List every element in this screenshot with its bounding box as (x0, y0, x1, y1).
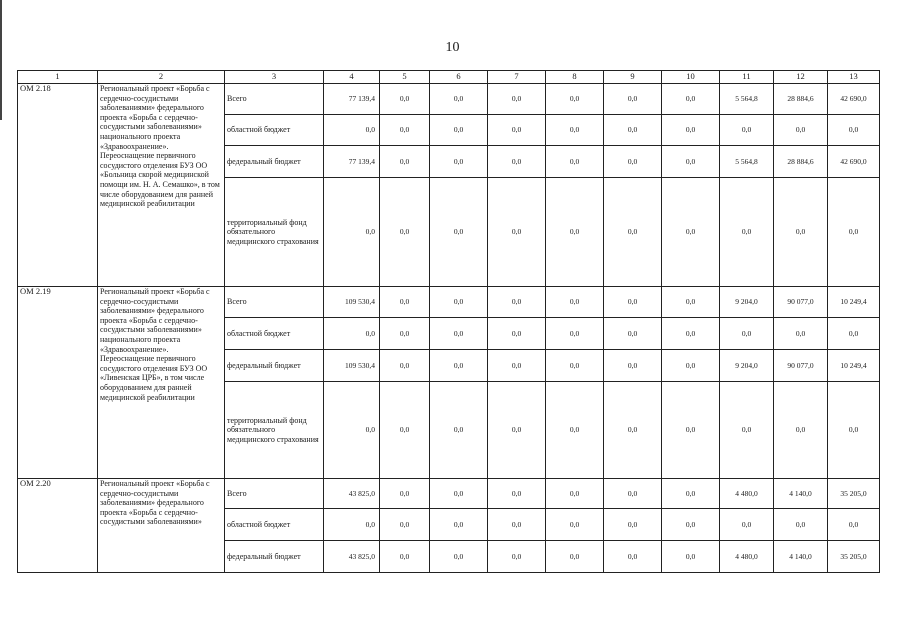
funding-source: областной бюджет (225, 318, 324, 350)
amount-cell: 0,0 (324, 318, 380, 350)
amount-cell: 0,0 (488, 509, 546, 541)
funding-source: областной бюджет (225, 115, 324, 146)
amount-cell: 0,0 (546, 382, 604, 479)
amount-cell: 0,0 (488, 479, 546, 509)
column-header: 4 (324, 71, 380, 84)
amount-cell: 0,0 (324, 115, 380, 146)
amount-cell: 0,0 (774, 178, 828, 287)
amount-cell: 0,0 (604, 382, 662, 479)
amount-cell: 0,0 (488, 287, 546, 318)
funding-source: Всего (225, 287, 324, 318)
column-header: 8 (546, 71, 604, 84)
funding-source: Всего (225, 479, 324, 509)
amount-cell: 0,0 (662, 146, 720, 178)
amount-cell: 42 690,0 (828, 84, 880, 115)
amount-cell: 90 077,0 (774, 287, 828, 318)
amount-cell: 0,0 (430, 479, 488, 509)
amount-cell: 0,0 (488, 178, 546, 287)
amount-cell: 0,0 (828, 509, 880, 541)
amount-cell: 0,0 (662, 178, 720, 287)
amount-cell: 0,0 (720, 178, 774, 287)
amount-cell: 0,0 (488, 146, 546, 178)
page-number: 10 (445, 40, 460, 55)
amount-cell: 4 140,0 (774, 541, 828, 573)
measure-code: ОМ 2.20 (18, 479, 98, 573)
amount-cell: 0,0 (324, 382, 380, 479)
amount-cell: 0,0 (662, 287, 720, 318)
amount-cell: 0,0 (380, 287, 430, 318)
amount-cell: 0,0 (380, 541, 430, 573)
amount-cell: 0,0 (430, 382, 488, 479)
amount-cell: 0,0 (380, 146, 430, 178)
measure-code: ОМ 2.19 (18, 287, 98, 479)
amount-cell: 109 530,4 (324, 350, 380, 382)
amount-cell: 0,0 (430, 178, 488, 287)
amount-cell: 0,0 (662, 541, 720, 573)
amount-cell: 0,0 (604, 178, 662, 287)
amount-cell: 9 204,0 (720, 350, 774, 382)
amount-cell: 0,0 (774, 509, 828, 541)
amount-cell: 0,0 (430, 318, 488, 350)
amount-cell: 0,0 (774, 115, 828, 146)
amount-cell: 0,0 (546, 509, 604, 541)
table-row (18, 479, 880, 509)
amount-cell: 5 564,8 (720, 84, 774, 115)
amount-cell: 5 564,8 (720, 146, 774, 178)
amount-cell: 0,0 (662, 115, 720, 146)
amount-cell: 90 077,0 (774, 350, 828, 382)
amount-cell: 0,0 (546, 115, 604, 146)
amount-cell: 0,0 (604, 541, 662, 573)
amount-cell: 35 205,0 (828, 479, 880, 509)
funding-source: территориальный фонд обязательного медицинского страхования (225, 178, 324, 287)
funding-source: территориальный фонд обязательного медицинского страхования (225, 382, 324, 479)
amount-cell: 0,0 (720, 382, 774, 479)
measure-name: Региональный проект «Борьба с сердечно-сосудистыми заболеваниями» федерального проекта «Борьба с сердечно-сосудистыми заболеваниями» национального проекта «Здравоохранение». Переоснащение первичного сосудистого отделения БУЗ ОО «Ливенская ЦРБ», в том числе оборудованием для ранней медицинской реабилитации (98, 287, 225, 479)
amount-cell: 0,0 (488, 382, 546, 479)
amount-cell: 4 480,0 (720, 479, 774, 509)
amount-cell: 42 690,0 (828, 146, 880, 178)
amount-cell: 0,0 (720, 318, 774, 350)
amount-cell: 0,0 (488, 318, 546, 350)
amount-cell: 0,0 (774, 318, 828, 350)
funding-source: федеральный бюджет (225, 350, 324, 382)
amount-cell: 28 884,6 (774, 84, 828, 115)
amount-cell: 0,0 (324, 178, 380, 287)
column-header: 2 (98, 71, 225, 84)
amount-cell: 10 249,4 (828, 287, 880, 318)
amount-cell: 0,0 (604, 115, 662, 146)
funding-source: федеральный бюджет (225, 146, 324, 178)
amount-cell: 0,0 (604, 479, 662, 509)
amount-cell: 0,0 (546, 178, 604, 287)
budget-table (17, 70, 880, 573)
amount-cell: 0,0 (662, 479, 720, 509)
funding-source: областной бюджет (225, 509, 324, 541)
amount-cell: 0,0 (604, 84, 662, 115)
amount-cell: 0,0 (488, 115, 546, 146)
column-header: 13 (828, 71, 880, 84)
amount-cell: 0,0 (488, 541, 546, 573)
amount-cell: 0,0 (488, 350, 546, 382)
amount-cell: 0,0 (604, 146, 662, 178)
amount-cell: 0,0 (662, 350, 720, 382)
amount-cell: 0,0 (662, 318, 720, 350)
table-row (18, 84, 880, 115)
amount-cell: 0,0 (546, 350, 604, 382)
amount-cell: 0,0 (546, 318, 604, 350)
amount-cell: 0,0 (546, 479, 604, 509)
amount-cell: 0,0 (380, 178, 430, 287)
column-header: 7 (488, 71, 546, 84)
amount-cell: 9 204,0 (720, 287, 774, 318)
amount-cell: 0,0 (662, 382, 720, 479)
column-header: 11 (720, 71, 774, 84)
amount-cell: 0,0 (430, 287, 488, 318)
amount-cell: 0,0 (720, 509, 774, 541)
amount-cell: 0,0 (430, 509, 488, 541)
measure-name: Региональный проект «Борьба с сердечно-сосудистыми заболеваниями» федерального проекта «Борьба с сердечно-сосудистыми заболеваниями» национального проекта «Здравоохранение». Переоснащение первичного сосудистого отделения БУЗ ОО «Больница скорой медицинской помощи им. Н. А. Семашко», в том числе оборудованием для ранней медицинской реабилитации (98, 84, 225, 287)
amount-cell: 0,0 (380, 509, 430, 541)
amount-cell: 43 825,0 (324, 479, 380, 509)
amount-cell: 0,0 (604, 287, 662, 318)
amount-cell: 0,0 (828, 382, 880, 479)
column-header: 12 (774, 71, 828, 84)
amount-cell: 0,0 (546, 287, 604, 318)
amount-cell: 0,0 (324, 509, 380, 541)
amount-cell: 4 140,0 (774, 479, 828, 509)
amount-cell: 0,0 (604, 509, 662, 541)
amount-cell: 0,0 (546, 541, 604, 573)
amount-cell: 0,0 (828, 318, 880, 350)
amount-cell: 0,0 (380, 350, 430, 382)
amount-cell: 10 249,4 (828, 350, 880, 382)
amount-cell: 0,0 (430, 115, 488, 146)
header-row (18, 71, 880, 84)
column-header: 1 (18, 71, 98, 84)
table-row (18, 287, 880, 318)
amount-cell: 0,0 (430, 146, 488, 178)
amount-cell: 0,0 (430, 541, 488, 573)
amount-cell: 0,0 (828, 115, 880, 146)
amount-cell: 28 884,6 (774, 146, 828, 178)
amount-cell: 0,0 (430, 350, 488, 382)
amount-cell: 43 825,0 (324, 541, 380, 573)
amount-cell: 0,0 (774, 382, 828, 479)
amount-cell: 0,0 (380, 382, 430, 479)
amount-cell: 0,0 (662, 84, 720, 115)
amount-cell: 0,0 (380, 115, 430, 146)
amount-cell: 4 480,0 (720, 541, 774, 573)
column-header: 6 (430, 71, 488, 84)
amount-cell: 0,0 (546, 84, 604, 115)
amount-cell: 0,0 (380, 84, 430, 115)
funding-source: федеральный бюджет (225, 541, 324, 573)
column-header: 3 (225, 71, 324, 84)
amount-cell: 77 139,4 (324, 84, 380, 115)
column-header: 5 (380, 71, 430, 84)
amount-cell: 0,0 (604, 318, 662, 350)
measure-name: Региональный проект «Борьба с сердечно-сосудистыми заболеваниями» федерального проекта «Борьба с сердечно-сосудистыми заболеваниями» (98, 479, 225, 573)
left-margin-rule (0, 0, 2, 120)
measure-code: ОМ 2.18 (18, 84, 98, 287)
amount-cell: 0,0 (720, 115, 774, 146)
amount-cell: 0,0 (430, 84, 488, 115)
amount-cell: 0,0 (380, 318, 430, 350)
amount-cell: 0,0 (604, 350, 662, 382)
amount-cell: 0,0 (546, 146, 604, 178)
column-header: 9 (604, 71, 662, 84)
amount-cell: 35 205,0 (828, 541, 880, 573)
funding-source: Всего (225, 84, 324, 115)
amount-cell: 0,0 (828, 178, 880, 287)
column-header: 10 (662, 71, 720, 84)
amount-cell: 0,0 (662, 509, 720, 541)
amount-cell: 77 139,4 (324, 146, 380, 178)
amount-cell: 0,0 (380, 479, 430, 509)
amount-cell: 0,0 (488, 84, 546, 115)
amount-cell: 109 530,4 (324, 287, 380, 318)
